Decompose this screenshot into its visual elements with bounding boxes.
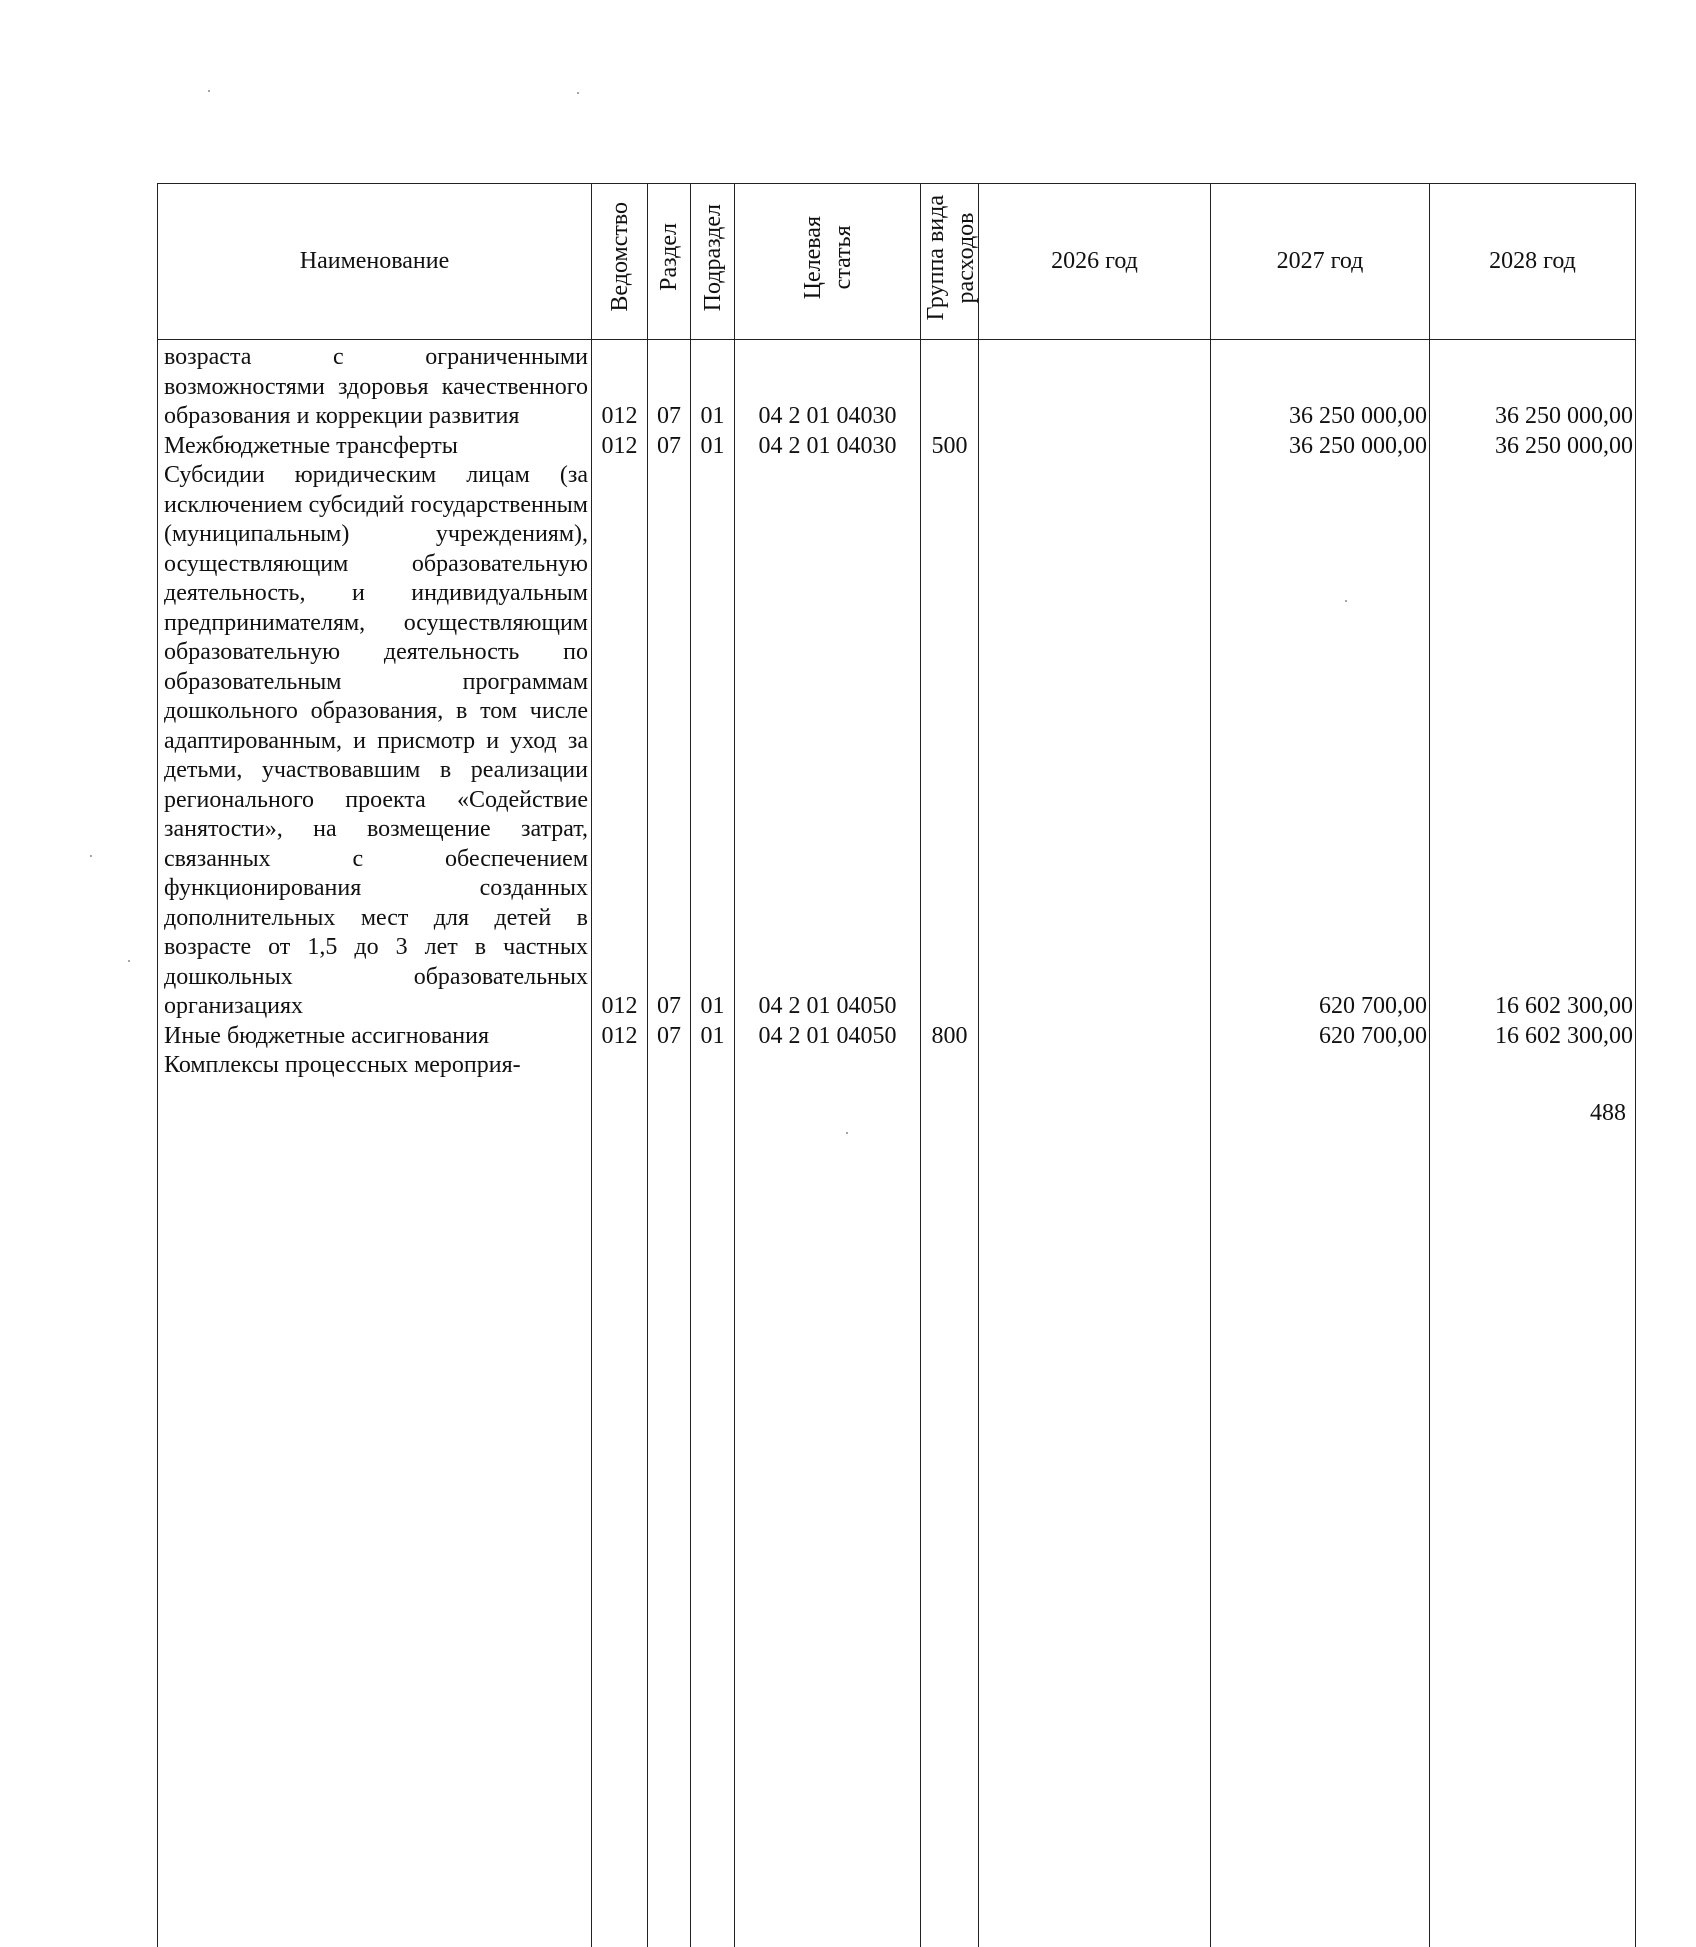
row-2026 xyxy=(979,1051,1211,1947)
scan-speck xyxy=(208,90,210,92)
row-2027: 36 250 000,00 xyxy=(1211,432,1430,462)
table-body xyxy=(158,340,1636,1947)
row-2028 xyxy=(1430,1051,1636,1947)
row-group: 800 xyxy=(921,1022,979,1052)
header-target-line-1: Целевая xyxy=(800,216,826,299)
scan-speck xyxy=(577,92,579,94)
row-target: 04 2 01 04030 xyxy=(735,432,921,462)
row-2028: 16 602 300,00 xyxy=(1430,461,1636,1022)
table-header xyxy=(158,184,1636,340)
row-2028: 36 250 000,00 xyxy=(1430,432,1636,462)
row-podrazdel: 01 xyxy=(691,1022,735,1052)
row-podrazdel: 01 xyxy=(691,461,735,1022)
header-target xyxy=(735,184,921,340)
table-row xyxy=(158,461,1636,1022)
row-podrazdel: 01 xyxy=(691,432,735,462)
header-group-line-1: Группа вида xyxy=(923,195,949,320)
row-2028: 16 602 300,00 xyxy=(1430,1022,1636,1052)
table-row xyxy=(158,432,1636,462)
row-name: Межбюджетные трансферты xyxy=(158,432,592,462)
header-2028: 2028 год xyxy=(1430,184,1636,340)
header-2026: 2026 год xyxy=(979,184,1211,340)
row-2027: 36 250 000,00 xyxy=(1211,340,1430,432)
row-vedomstvo xyxy=(592,1051,648,1947)
scan-speck xyxy=(90,855,92,857)
row-group: 500 xyxy=(921,432,979,462)
header-razdel: Раздел xyxy=(648,184,691,340)
row-group xyxy=(921,461,979,1022)
row-podrazdel xyxy=(691,1051,735,1947)
header-target-line-2: статья xyxy=(830,225,856,289)
row-vedomstvo: 012 xyxy=(592,340,648,432)
scan-speck xyxy=(128,960,130,962)
row-target xyxy=(735,1051,921,1947)
header-group-line-2: расходов xyxy=(953,212,979,303)
header-vedomstvo: Ведомство xyxy=(592,184,648,340)
row-2027 xyxy=(1211,1051,1430,1947)
row-2026 xyxy=(979,432,1211,462)
header-name: Наименование xyxy=(158,184,592,340)
page-number: 488 xyxy=(1590,1100,1626,1127)
row-target: 04 2 01 04050 xyxy=(735,1022,921,1052)
row-target: 04 2 01 04050 xyxy=(735,461,921,1022)
row-group xyxy=(921,1051,979,1947)
row-name: Иные бюджетные ассигнования xyxy=(158,1022,592,1052)
header-2027: 2027 год xyxy=(1211,184,1430,340)
scan-speck xyxy=(1345,600,1347,602)
row-target: 04 2 01 04030 xyxy=(735,340,921,432)
row-razdel: 07 xyxy=(648,1022,691,1052)
row-razdel: 07 xyxy=(648,461,691,1022)
row-name: возраста с ограниченными возможностями здоровья качественного образования и коррекции развития xyxy=(158,340,592,432)
row-vedomstvo: 012 xyxy=(592,461,648,1022)
table-row xyxy=(158,1022,1636,1052)
row-vedomstvo: 012 xyxy=(592,1022,648,1052)
row-razdel xyxy=(648,1051,691,1947)
row-vedomstvo: 012 xyxy=(592,432,648,462)
row-group xyxy=(921,340,979,432)
budget-table xyxy=(157,183,1636,1947)
table-row xyxy=(158,1051,1636,1947)
row-2026 xyxy=(979,340,1211,432)
row-2026 xyxy=(979,461,1211,1022)
scan-speck xyxy=(846,1132,848,1134)
row-name: Комплексы процессных мероприя- xyxy=(158,1051,592,1947)
table-row xyxy=(158,340,1636,432)
row-2027: 620 700,00 xyxy=(1211,461,1430,1022)
header-podrazdel: Подраздел xyxy=(691,184,735,340)
row-razdel: 07 xyxy=(648,432,691,462)
row-name: Субсидии юридическим лицам (за исключением субсидий государственным (муниципальным) учреждениям), осуществляющим образовательную деятельность, и индивидуальным предпринимателям, осуществляющим образовательную деятельность по образовательным программам дошкольного образования, в том числе адаптированным, и присмотр и уход за детьми, участвовавшим в реализации регионального проекта «Содействие занятости», на возмещение затрат, связанных с обеспечением функционирования созданных дополнительных мест для детей в возрасте от 1,5 до 3 лет в частных дошкольных образовательных организациях xyxy=(158,461,592,1022)
row-podrazdel: 01 xyxy=(691,340,735,432)
row-2027: 620 700,00 xyxy=(1211,1022,1430,1052)
row-razdel: 07 xyxy=(648,340,691,432)
row-2028: 36 250 000,00 xyxy=(1430,340,1636,432)
row-2026 xyxy=(979,1022,1211,1052)
header-expense-group xyxy=(921,184,979,340)
